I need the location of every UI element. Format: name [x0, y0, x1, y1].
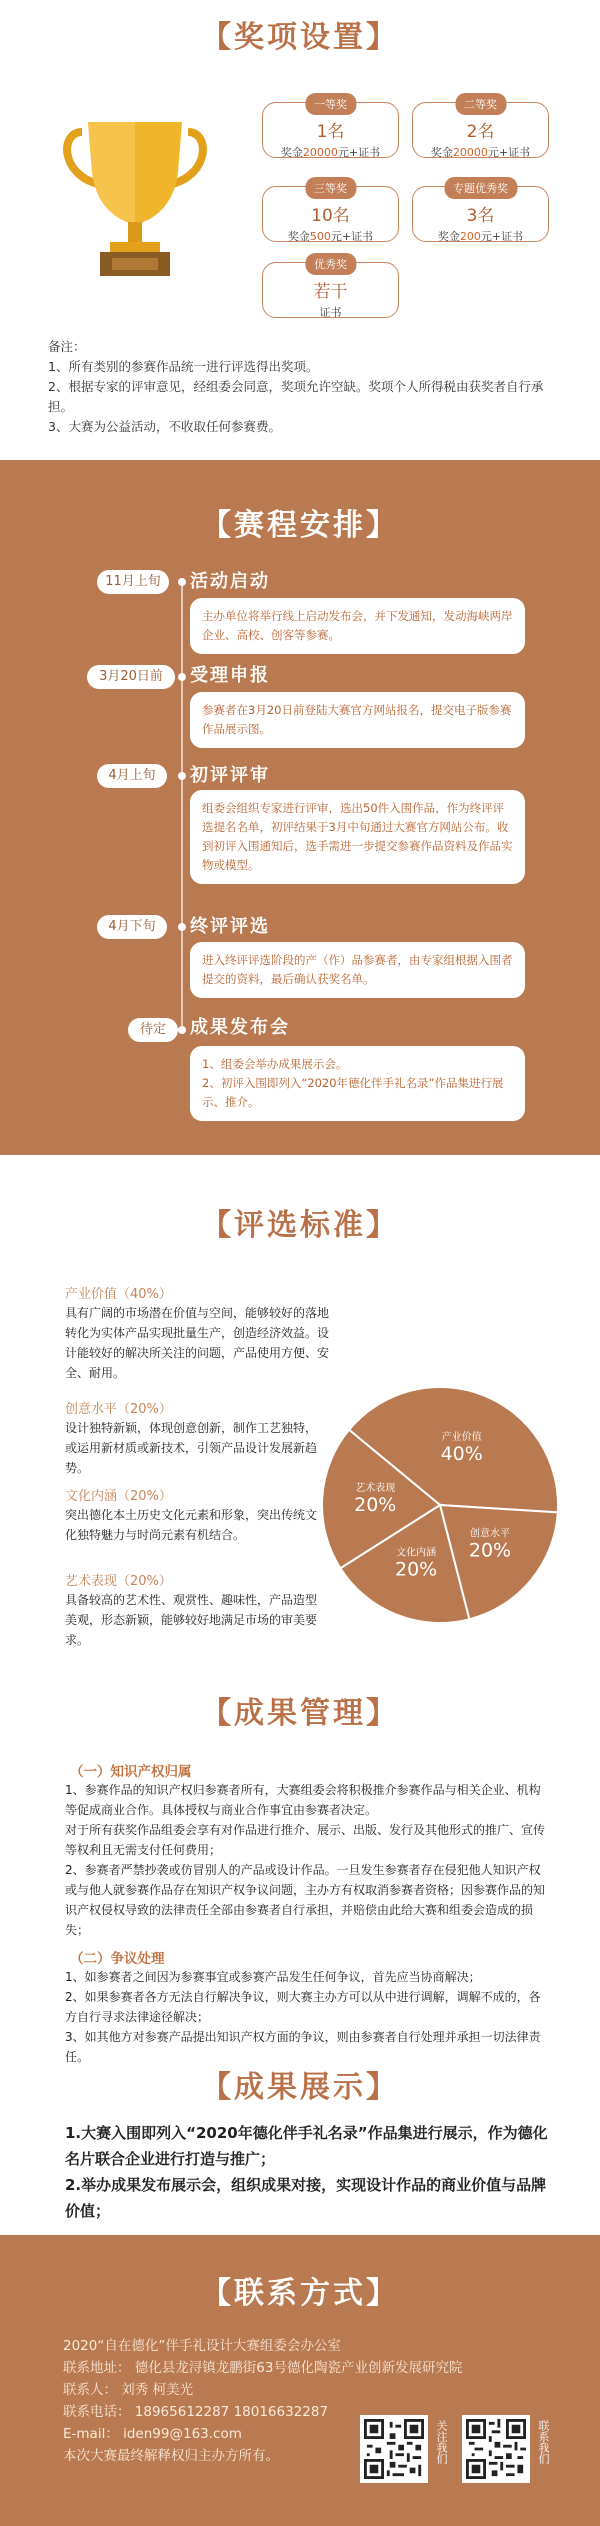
stage-desc [190, 1046, 525, 1121]
pie-value-label: 20% [468, 1539, 512, 1562]
award-tag: 优秀奖 [305, 253, 356, 275]
stage-desc: 主办单位将举行线上启动发布会，并下发通知，发动海峡两岸企业、高校、创客等参赛。 [190, 598, 525, 654]
criteria-text: 具有广阔的市场潜在价值与空间，能够较好的落地转化为实体产品实现批量生产，创造经济效益。设计能较好的解决所关注的问题，产品使用方便、安全、耐用。 [65, 1306, 330, 1380]
display-title: 【成果展示】 [201, 2070, 399, 2105]
display-line: 2.举办成果发布展示会，组织成果对接，实现设计作品的商业价值与品牌价值； [65, 2176, 547, 2220]
stage-title: 终评评选 [190, 916, 270, 937]
stage-desc: 进入终评评选阶段的产（作）品参赛者，由专家组根据入围者提交的资料，最后确认获奖名单。 [190, 942, 525, 998]
qr-code-icon [364, 2419, 424, 2479]
pie-value-label: 20% [354, 1493, 397, 1516]
criteria-head: 创意水平（20%） [65, 1402, 172, 1417]
award-first [262, 98, 399, 159]
award-tag: 一等奖 [305, 93, 356, 115]
qr-contact-label: 联系我们 [537, 2420, 550, 2464]
qr-code-contact[interactable] [462, 2415, 530, 2483]
ip-head: （一）知识产权归属 [70, 1764, 192, 1780]
award-count: 1名 [316, 122, 345, 142]
criteria-head: 艺术表现（20%） [65, 1574, 172, 1589]
stage-date: 4月下旬 [97, 915, 167, 939]
award-prize: 奖金20000元+证书 [280, 146, 381, 159]
dispute-head: （二）争议处理 [70, 1951, 165, 1967]
display-line: 1.大赛入围即列入“2020年德化伴手礼名录”作品集进行展示，作为德化名片联合企业进行打造与推广； [65, 2124, 548, 2168]
criteria-text: 具备较高的艺术性、观赏性、趣味性，产品造型美观，形态新颖，能够较好地满足市场的审美要求。 [65, 1593, 318, 1647]
award-tag: 专题优秀奖 [444, 177, 517, 199]
pie-category-label: 艺术表现 [355, 1482, 396, 1494]
award-count: 3名 [466, 206, 495, 226]
management-title: 【成果管理】 [201, 1696, 399, 1731]
stage-title: 受理申报 [190, 665, 270, 686]
award-tag: 三等奖 [305, 177, 356, 199]
trophy-icon [60, 112, 210, 282]
pie-value-label: 20% [394, 1558, 438, 1581]
contact-person: 联系人： 刘秀 柯美光 [63, 2382, 194, 2398]
contact-phone: 联系电话： 18965612287 18016632287 [63, 2404, 329, 2420]
stage-desc-line: 2、初评入围即列入“2020年德化伴手礼名录”作品集进行展示、推介。 [202, 1076, 504, 1109]
paragraph-line: 2、如果参赛者各方无法自行解决争议，则大赛主办方可以从中进行调解，调解不成的，各方自行寻求法律途径解决； [65, 1990, 541, 2024]
timeline-dot [178, 578, 186, 586]
ip-text [65, 1780, 550, 1940]
note-line: 备注： [48, 339, 86, 354]
qr-code-follow[interactable] [360, 2415, 428, 2483]
award-prize: 奖金200元+证书 [437, 230, 524, 243]
award-excellent [262, 258, 399, 319]
paragraph-line: 对于所有获奖作品组委会享有对作品进行推介、展示、出版、发行及其他形式的推广、宣传等权利且无需支付任何费用； [65, 1823, 546, 1857]
paragraph-line: 1、参赛作品的知识产权归参赛者所有，大赛组委会将积极推介参赛作品与相关企业、机构等促成商业合作。具体授权与商业合作事宜由参赛者决定。 [65, 1783, 541, 1817]
pie-category-label: 文化内涵 [396, 1547, 437, 1559]
stage-date: 4月上旬 [97, 764, 167, 788]
stage-desc-line: 1、组委会举办成果展示会。 [202, 1057, 348, 1071]
qr-code-icon [466, 2419, 526, 2479]
contact-disclaimer: 本次大赛最终解释权归主办方所有。 [63, 2448, 279, 2464]
pie-category-label: 创意水平 [470, 1528, 511, 1540]
stage-desc: 组委会组织专家进行评审，选出50件入围作品，作为终评评选提名名单，初评结果于3月中旬通过大赛官方网站公布。收到初评入围通知后，选手需进一步提交参赛作品资料及作品实物或模型。 [190, 790, 525, 884]
award-prize: 奖金20000元+证书 [430, 146, 531, 159]
award-prize: 奖金500元+证书 [287, 230, 374, 243]
criteria-text: 设计独特新颖，体现创意创新，制作工艺独特，或运用新材质或新技术，引领产品设计发展新趋势。 [65, 1421, 318, 1475]
award-count: 10名 [311, 206, 350, 226]
stage-title: 活动启动 [190, 571, 270, 592]
contact-title: 【联系方式】 [201, 2276, 399, 2311]
award-second [412, 98, 549, 159]
contact-org: 2020“自在德化”伴手礼设计大赛组委会办公室 [63, 2338, 341, 2354]
award-prize: 证书 [319, 306, 342, 319]
stage-title: 初评评审 [190, 765, 270, 786]
criteria-head: 产业价值（40%） [65, 1287, 172, 1302]
stage-date: 待定 [128, 1018, 178, 1042]
note-line: 3、大赛为公益活动，不收取任何参赛费。 [48, 419, 281, 434]
display-text [65, 2120, 550, 2224]
awards-title: 【奖项设置】 [201, 20, 399, 55]
schedule-title: 【赛程安排】 [201, 508, 399, 543]
award-count: 若干 [313, 282, 348, 302]
timeline-line [181, 582, 183, 1030]
qr-follow-label: 关注我们 [435, 2420, 448, 2464]
dispute-text [65, 1967, 550, 2067]
timeline-dot [178, 673, 186, 681]
stage-desc: 参赛者在3月20日前登陆大赛官方网站报名，提交电子版参赛作品展示图。 [190, 692, 525, 748]
timeline-dot [178, 772, 186, 780]
award-third [262, 182, 399, 243]
timeline-dot [178, 1026, 186, 1034]
timeline-dot [178, 923, 186, 931]
contact-address: 联系地址： 德化县龙浔镇龙鹏街63号德化陶瓷产业创新发展研究院 [63, 2360, 463, 2376]
stage-date: 3月20日前 [87, 665, 175, 689]
criteria-pie-chart [320, 1385, 560, 1625]
paragraph-line: 2、参赛者严禁抄袭或仿冒别人的产品或设计作品。一旦发生参赛者存在侵犯他人知识产权或与他人就参赛作品存在知识产权争议问题，主办方有权取消参赛者资格；因参赛作品的知识产权侵权导致的法律责任全部由参赛者自行承担，并赔偿由此给大赛和组委会造成的损失； [65, 1863, 546, 1937]
criteria-head: 文化内涵（20%） [65, 1489, 172, 1504]
pie-value-label: 40% [440, 1443, 483, 1466]
awards-notes [48, 337, 568, 437]
paragraph-line: 3、如其他方对参赛产品提出知识产权方面的争议，则由参赛者自行处理并承担一切法律责任。 [65, 2030, 541, 2064]
contact-email[interactable]: E-mail： iden99@163.com [63, 2426, 242, 2442]
criteria-text: 突出德化本土历史文化元素和形象，突出传统文化独特魅力与时尚元素有机结合。 [65, 1508, 318, 1542]
stage-title: 成果发布会 [190, 1017, 290, 1038]
note-line: 2、根据专家的评审意见，经组委会同意，奖项允许空缺。奖项个人所得税由获奖者自行承担。 [48, 379, 544, 414]
award-special [412, 182, 549, 243]
note-line: 1、所有类别的参赛作品统一进行评选得出奖项。 [48, 359, 319, 374]
criteria-title: 【评选标准】 [201, 1208, 399, 1243]
paragraph-line: 1、如参赛者之间因为参赛事宜或参赛产品发生任何争议，首先应当协商解决； [65, 1970, 481, 1984]
pie-category-label: 产业价值 [441, 1432, 482, 1444]
award-count: 2名 [466, 122, 495, 142]
award-tag: 二等奖 [455, 93, 506, 115]
stage-date: 11月上旬 [97, 570, 169, 594]
